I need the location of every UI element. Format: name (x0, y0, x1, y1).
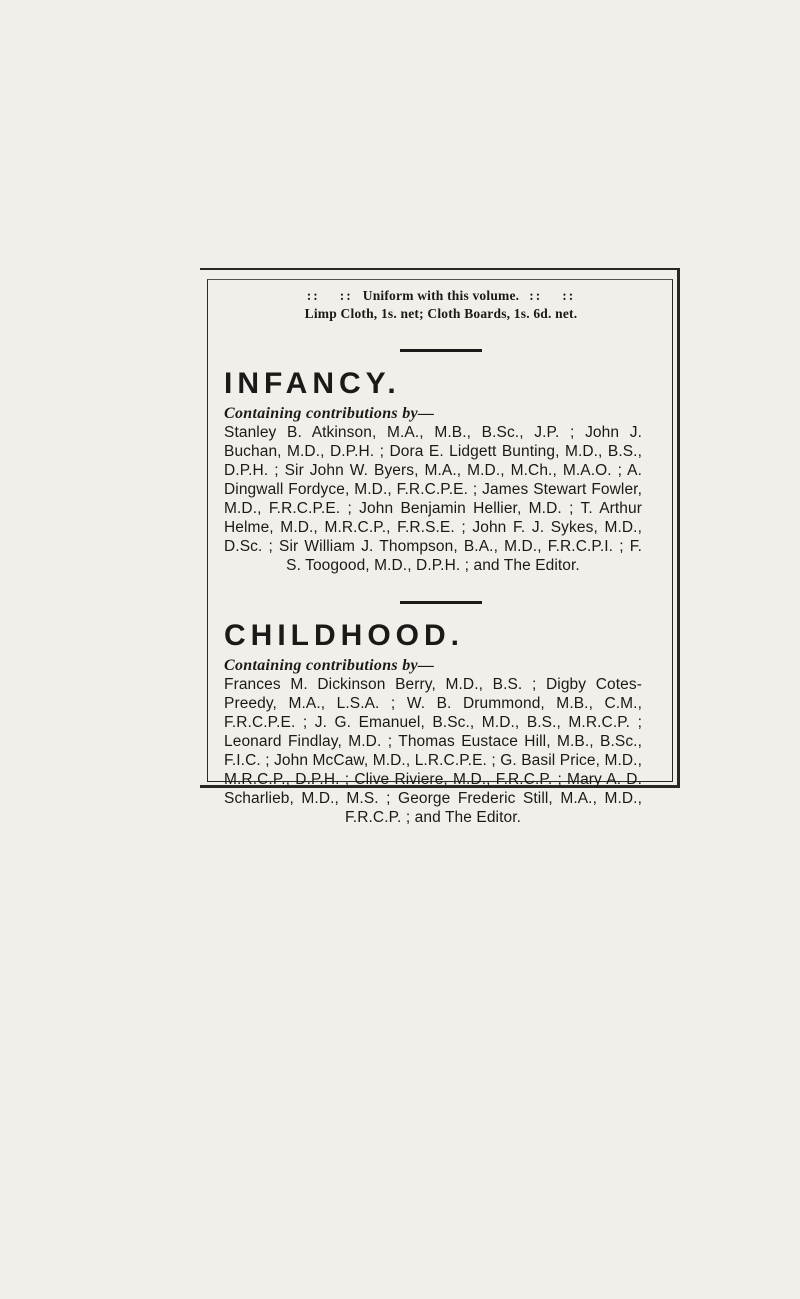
contributors-list: Frances M. Dickinson Berry, M.D., B.S. ; Digby Cotes-Preedy, M.A., L.S.A. ; W. B. Drummond, M.B., C.M., F.R.C.P.E. ; J. G. Emanuel, B.Sc., M.D., B.S., M.R.C.P. ; Leonard Findlay, M.D. ; Thomas Eustace Hill, M.B., B.Sc., F.I.C. ; John McCaw, M.D., L.R.C.P.E. ; G. Basil Price, M.D., M.R.C.P., D.P.H. ; Clive Riviere, M.D., F.R.C.P. ; Mary A. D. Scharlieb, M.D., M.S. ; George Frederic Still, M.A., M.D., F.R.C.P. ; and The Editor. (224, 676, 642, 826)
price-line: Limp Cloth, 1s. net; Cloth Boards, 1s. 6d. net. (304, 306, 578, 321)
ornament-left-2: :: (339, 288, 353, 303)
divider-rule (400, 349, 482, 352)
contributors-list: Stanley B. Atkinson, M.A., M.B., B.Sc., J.P. ; John J. Buchan, M.D., D.P.H. ; Dora E. Lidgett Bunting, M.D., B.S., D.P.H. ; Sir John W. Byers, M.A., M.D., M.Ch., M.A.O. ; A. Dingwall Fordyce, M.D., F.R.C.P.E. ; James Stewart Fowler, M.D., F.R.C.P.E. ; John Benjamin Hellier, M.D. ; T. Arthur Helme, M.D., M.R.C.P., F.R.S.E. ; John F. J. Sykes, M.D., D.Sc. ; Sir William J. Thompson, B.A., M.D., F.R.C.P.I. ; F. S. Toogood, M.D., D.P.H. ; and The Editor. (224, 424, 642, 574)
section-infancy (214, 364, 668, 575)
divider-rule (400, 601, 482, 604)
ornament-right-2: :: (562, 288, 576, 303)
section-childhood (214, 616, 668, 827)
notice-line-1 (214, 287, 668, 305)
advertisement-panel (214, 284, 668, 827)
contributions-label: Containing contributions by— (224, 405, 435, 422)
ornament-left: :: (306, 288, 320, 303)
ornament-right: :: (529, 288, 543, 303)
uniform-volume-text: Uniform with this volume. (362, 288, 520, 303)
section-title: INFANCY. (224, 367, 401, 400)
section-title: CHILDHOOD. (224, 619, 464, 652)
contributions-label: Containing contributions by— (224, 657, 435, 674)
series-notice (214, 287, 668, 323)
